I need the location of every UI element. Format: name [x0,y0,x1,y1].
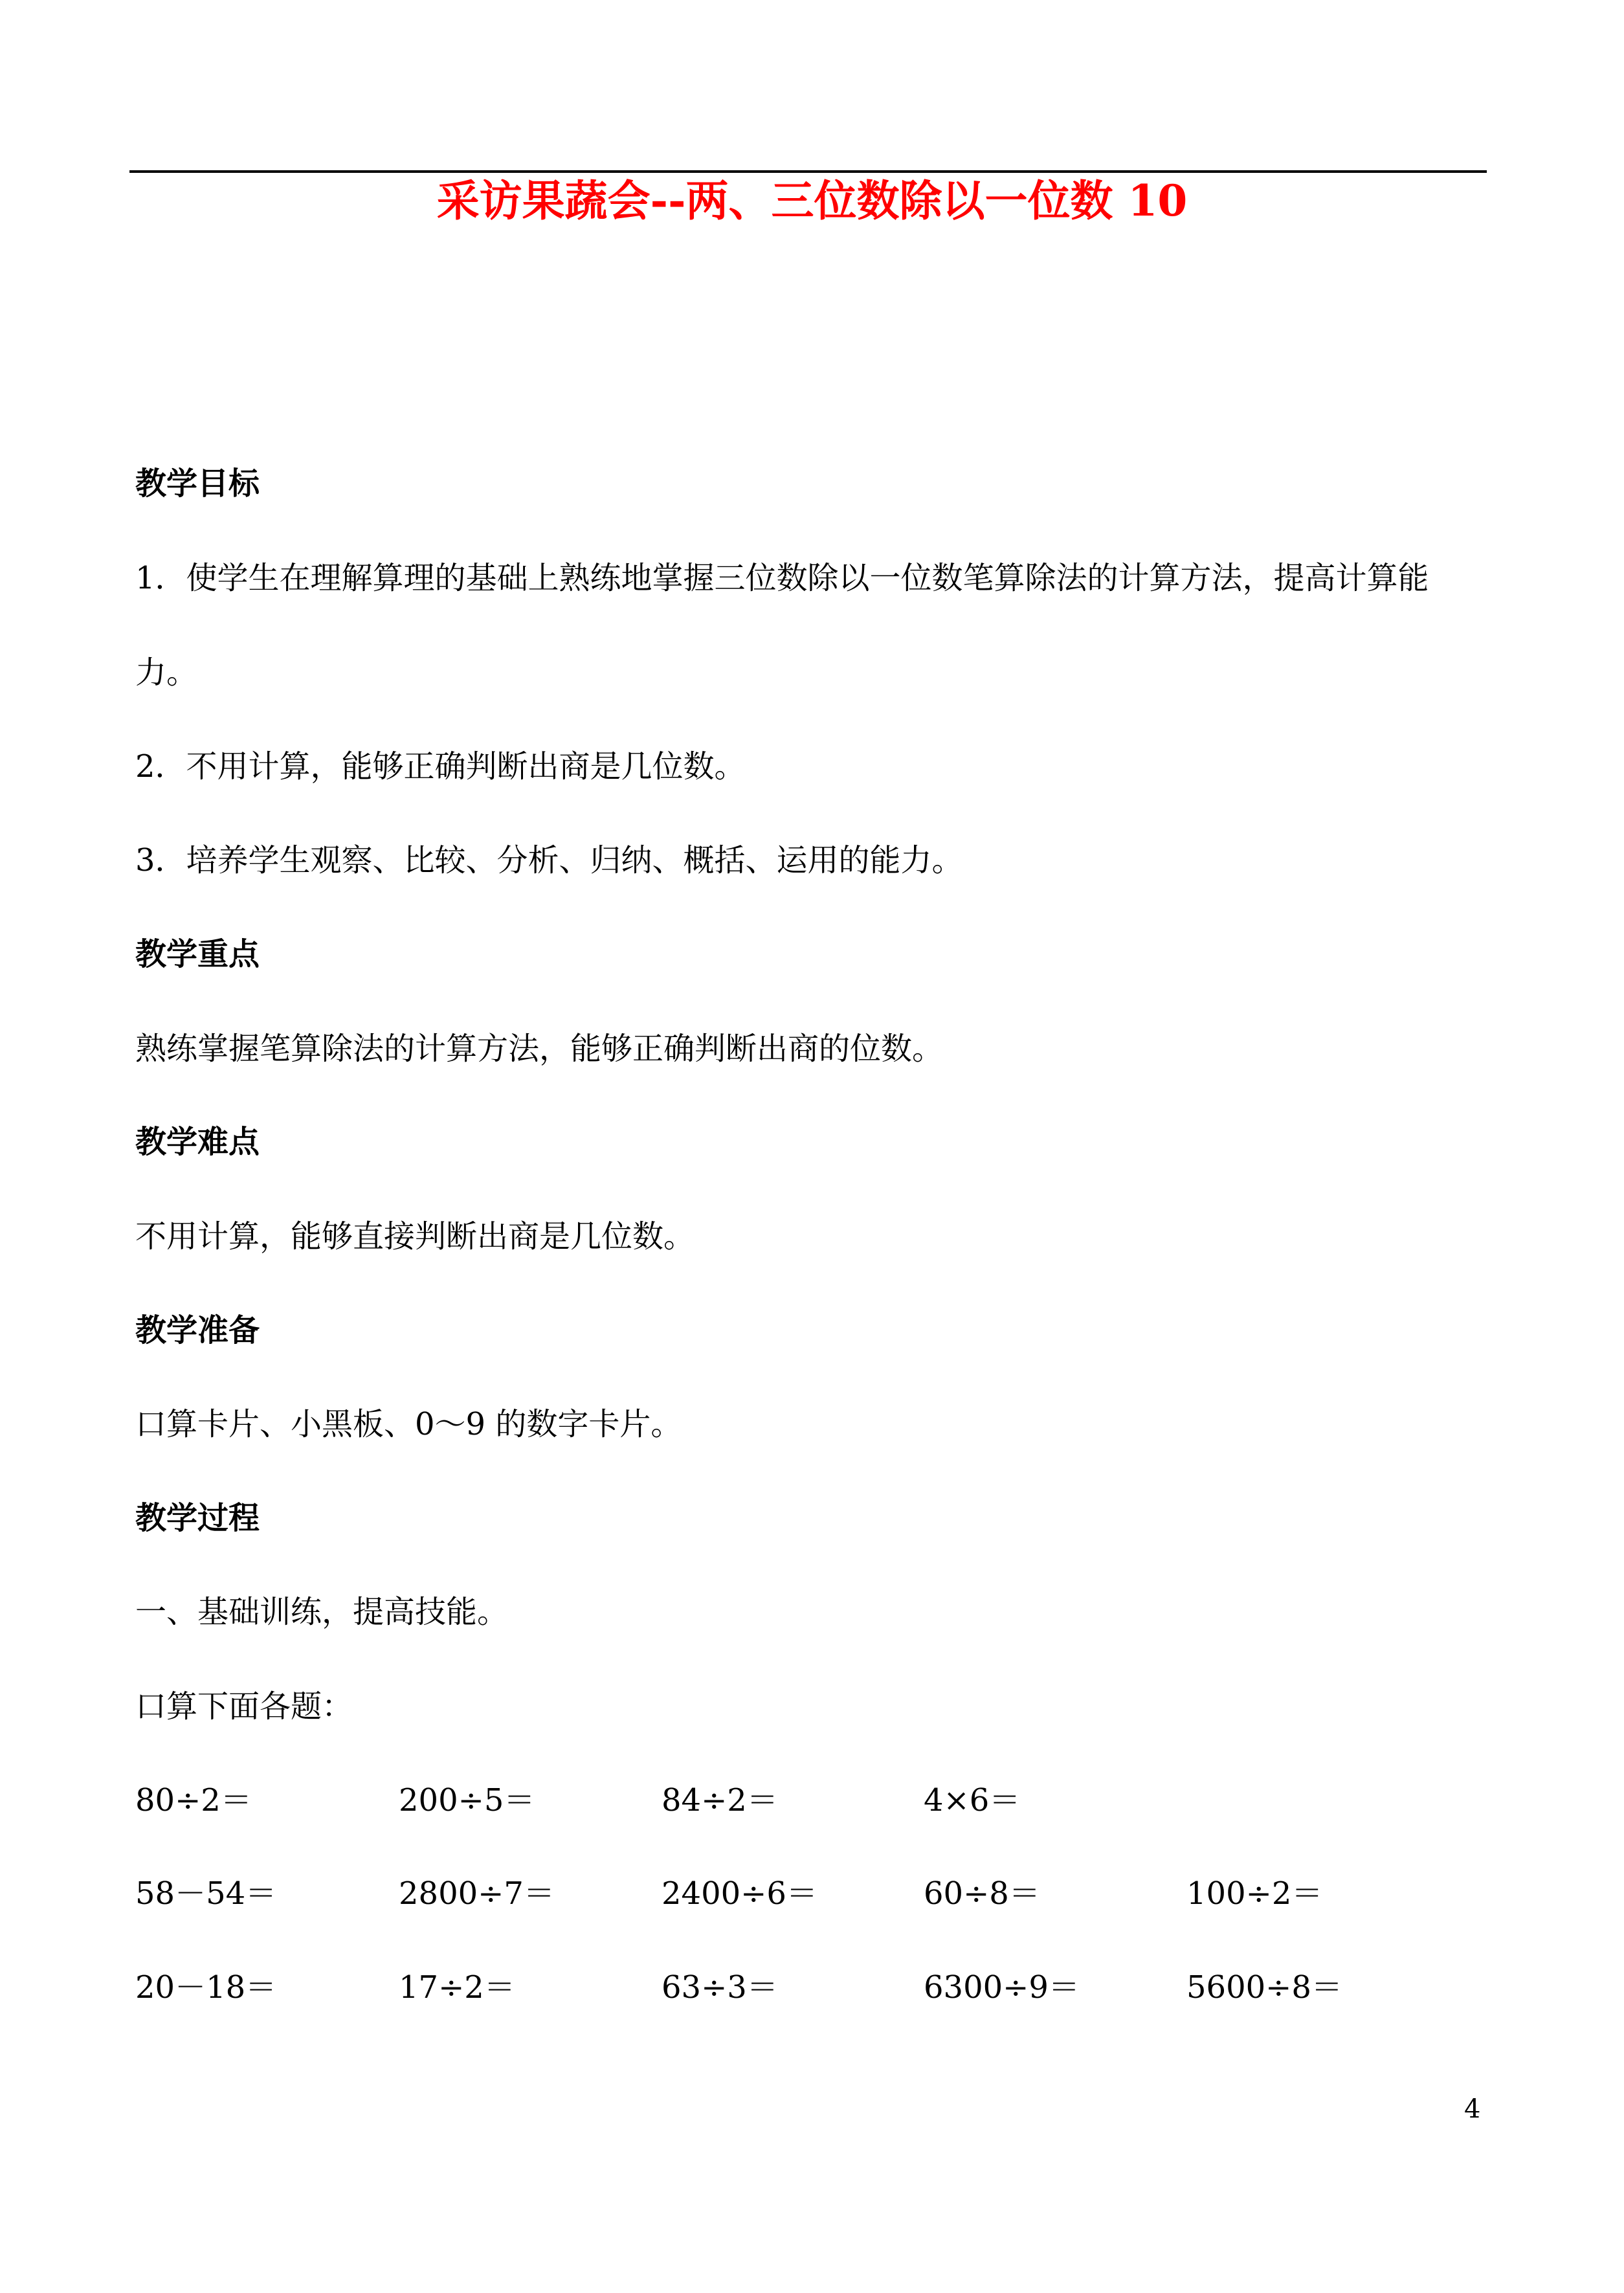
math-problem: 17÷2＝ [399,1969,515,2006]
math-problem: 200÷5＝ [399,1782,535,1818]
key-points-text: 熟练掌握笔算除法的计算方法，能够正确判断出商的位数。 [135,1031,944,1067]
mental-math-row [135,1780,1488,1822]
math-problem: 4×6＝ [924,1782,1021,1818]
key-points-heading: 教学重点 [135,936,260,972]
math-problem: 2800÷7＝ [399,1875,555,1912]
math-problem: 58－54＝ [135,1875,277,1912]
preparation-heading: 教学准备 [135,1312,260,1348]
math-problem: 20－18＝ [135,1969,277,2006]
process-step-1: 一、基础训练，提高技能。 [135,1594,509,1630]
math-problem: 2400÷6＝ [662,1875,818,1912]
mental-math-row [135,1874,1488,1915]
math-problem: 100÷2＝ [1186,1875,1323,1912]
math-problem: 60÷8＝ [924,1875,1040,1912]
header-rule [129,170,1487,173]
math-problem: 63÷3＝ [662,1969,778,2006]
math-problem: 5600÷8＝ [1186,1969,1342,2006]
process-heading: 教学过程 [135,1500,260,1536]
math-problem: 6300÷9＝ [924,1969,1080,2006]
document-title: 采访果蔬会--两、三位数除以一位数 10 [436,175,1188,226]
math-problem: 80÷2＝ [135,1782,252,1818]
goal-3: 3．培养学生观察、比较、分析、归纳、概括、运用的能力。 [135,842,963,878]
mental-math-intro: 口算下面各题： [135,1688,353,1725]
page-number: 4 [1464,2094,1481,2124]
goals-heading: 教学目标 [135,465,260,502]
preparation-text: 口算卡片、小黑板、0～9 的数字卡片。 [135,1406,682,1442]
difficulties-heading: 教学难点 [135,1124,260,1160]
math-problem: 84÷2＝ [662,1782,778,1818]
difficulties-text: 不用计算，能够直接判断出商是几位数。 [135,1218,695,1255]
goal-1-line-2: 力。 [135,654,198,691]
goal-2: 2．不用计算，能够正确判断出商是几位数。 [135,748,746,785]
goal-1-line-1: 1．使学生在理解算理的基础上熟练地掌握三位数除以一位数笔算除法的计算方法，提高计算能 [135,560,1429,596]
mental-math-row [135,1967,1488,2009]
